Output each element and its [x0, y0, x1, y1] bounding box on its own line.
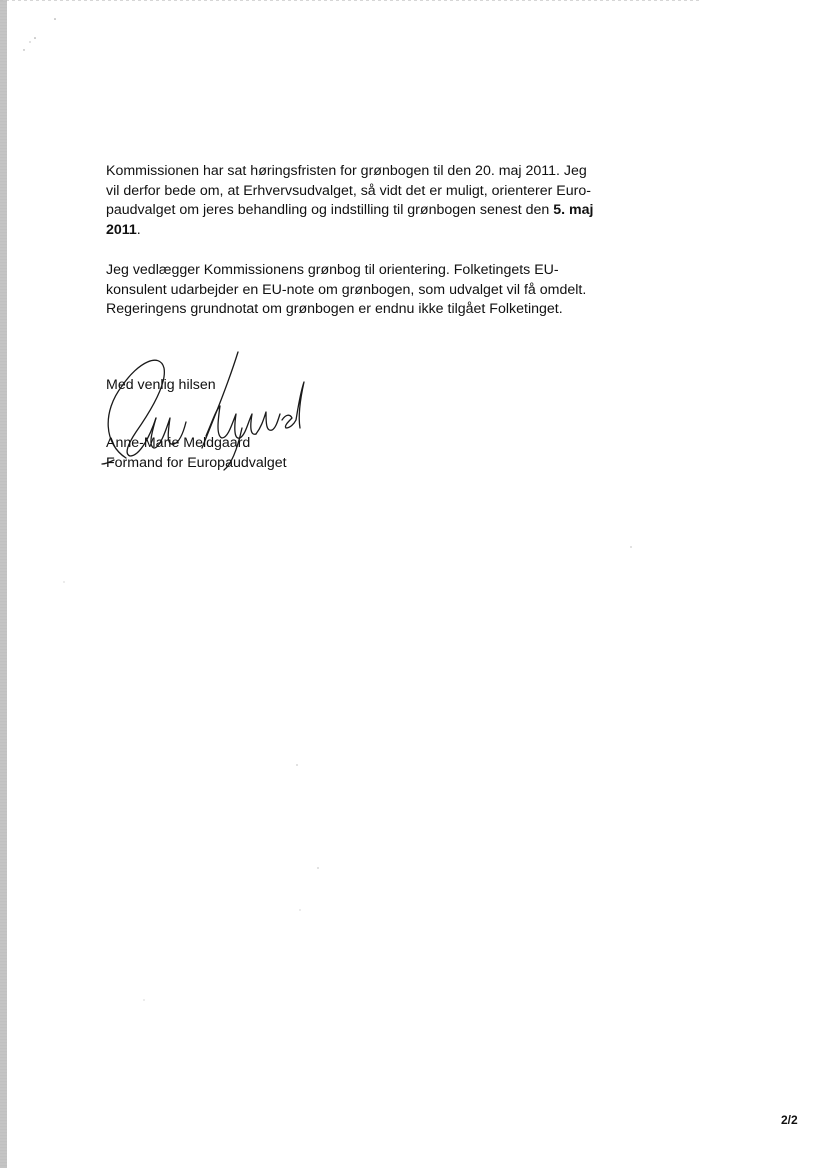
paragraph1-line3-text: paudvalget om jeres behandling og indstilling til grønbogen senest den: [106, 202, 554, 219]
paragraph1-line4: [106, 221, 606, 241]
signer-title: Formand for Europaudvalget: [106, 455, 287, 471]
paragraph2-line3: Regeringens grundnotat om grønbogen er endnu ikke tilgået Folketinget.: [106, 301, 563, 318]
paragraph2-line1: Jeg vedlægger Kommissionens grønbog til orientering. Folketingets EU-: [106, 262, 559, 278]
scan-top-edge: [0, 0, 700, 1]
paragraph1-line3: [106, 201, 606, 221]
paragraph1-line1: Kommissionen har sat høringsfristen for grønbogen til den 20. maj 2011. Jeg: [106, 163, 587, 179]
paragraph1-line4-end: .: [136, 221, 141, 238]
paragraph-hearing-deadline: [106, 162, 606, 240]
paragraph2-line2: konsulent udarbejder en EU-note om grønbogen, som udvalget vil få omdelt.: [106, 281, 587, 298]
paragraph1-line2: vil derfor bede om, at Erhvervsudvalget, så vidt det er muligt, orienterer Euro-: [106, 182, 591, 199]
signer-name: Anne-Marie Meldgaard: [106, 435, 251, 451]
scan-edge: [0, 0, 7, 1168]
closing-greeting: Med venlig hilsen: [106, 377, 216, 393]
deadline-date-bold: 5. maj: [553, 202, 594, 219]
page-number: 2/2: [781, 1113, 798, 1127]
paragraph-attachment: [106, 261, 606, 320]
deadline-year-bold: 2011: [106, 221, 137, 238]
